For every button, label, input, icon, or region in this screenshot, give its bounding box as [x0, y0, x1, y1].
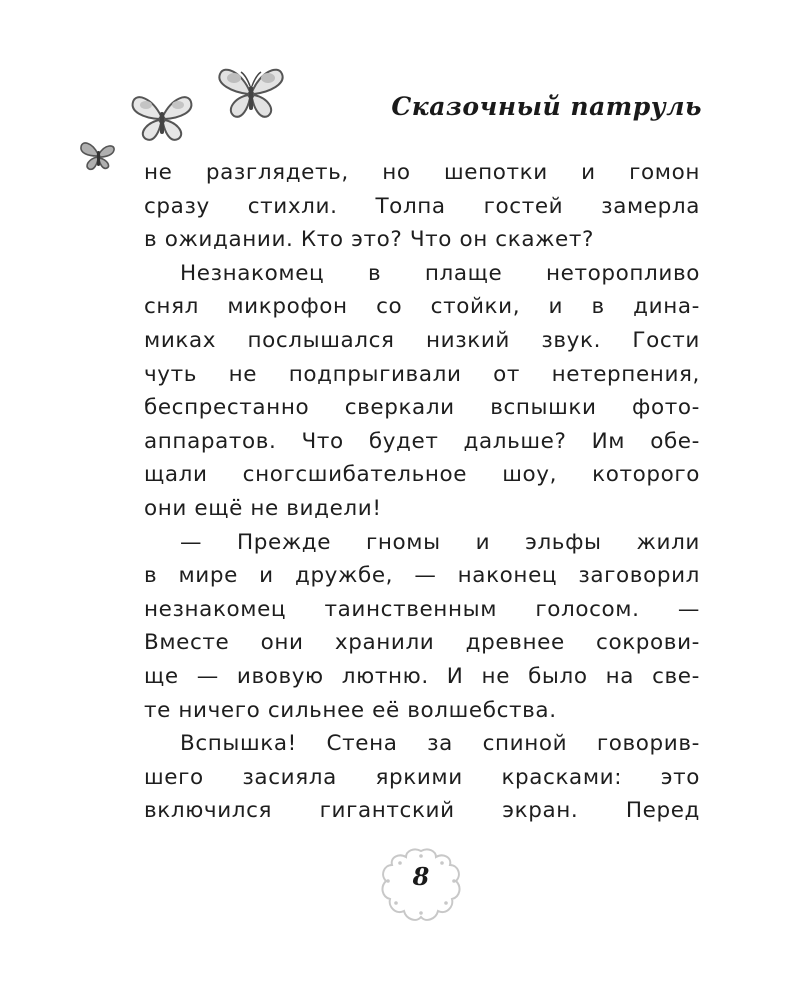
text-line: ще — ивовую лютню. И не было на све-	[144, 663, 700, 689]
text-line: Вспышка! Стена за спиной говорив-	[180, 731, 700, 757]
text-line: те ничего сильнее её волшебства.	[144, 697, 557, 723]
text-line: Вместе они хранили древнее сокрови-	[144, 630, 700, 656]
text-line: беспрестанно сверкали вспышки фото-	[144, 395, 700, 421]
butterfly-icon	[128, 90, 196, 146]
butterfly-icon	[78, 138, 118, 174]
running-header-title: Сказочный патруль	[391, 92, 702, 121]
text-line: незнакомец таинственным голосом. —	[144, 596, 700, 622]
body-text	[144, 156, 700, 828]
text-line: миках послышался низкий звук. Гости	[144, 327, 700, 353]
text-line: в ожидании. Кто это? Что он скажет?	[144, 227, 595, 253]
text-line: — Прежде гномы и эльфы жили	[180, 529, 700, 555]
text-line: щали сногсшибательное шоу, которого	[144, 462, 700, 488]
text-line: в мире и дружбе, — наконец заговорил	[144, 563, 700, 589]
text-line: они ещё не видели!	[144, 495, 382, 521]
page-number: 8	[412, 862, 430, 891]
text-line: Незнакомец в плаще неторопливо	[180, 260, 700, 286]
butterfly-icon	[214, 62, 288, 124]
text-line: снял микрофон со стойки, и в дина-	[144, 294, 700, 320]
text-line: включился гигантский экран. Перед	[144, 798, 700, 824]
text-line: не разглядеть, но шепотки и гомон	[144, 160, 700, 185]
text-line: сразу стихли. Толпа гостей замерла	[144, 193, 700, 219]
text-line: шего засияла яркими красками: это	[144, 764, 700, 790]
text-line: чуть не подпрыгивали от нетерпения,	[144, 361, 700, 387]
text-line: аппаратов. Что будет дальше? Им обе-	[144, 428, 700, 454]
